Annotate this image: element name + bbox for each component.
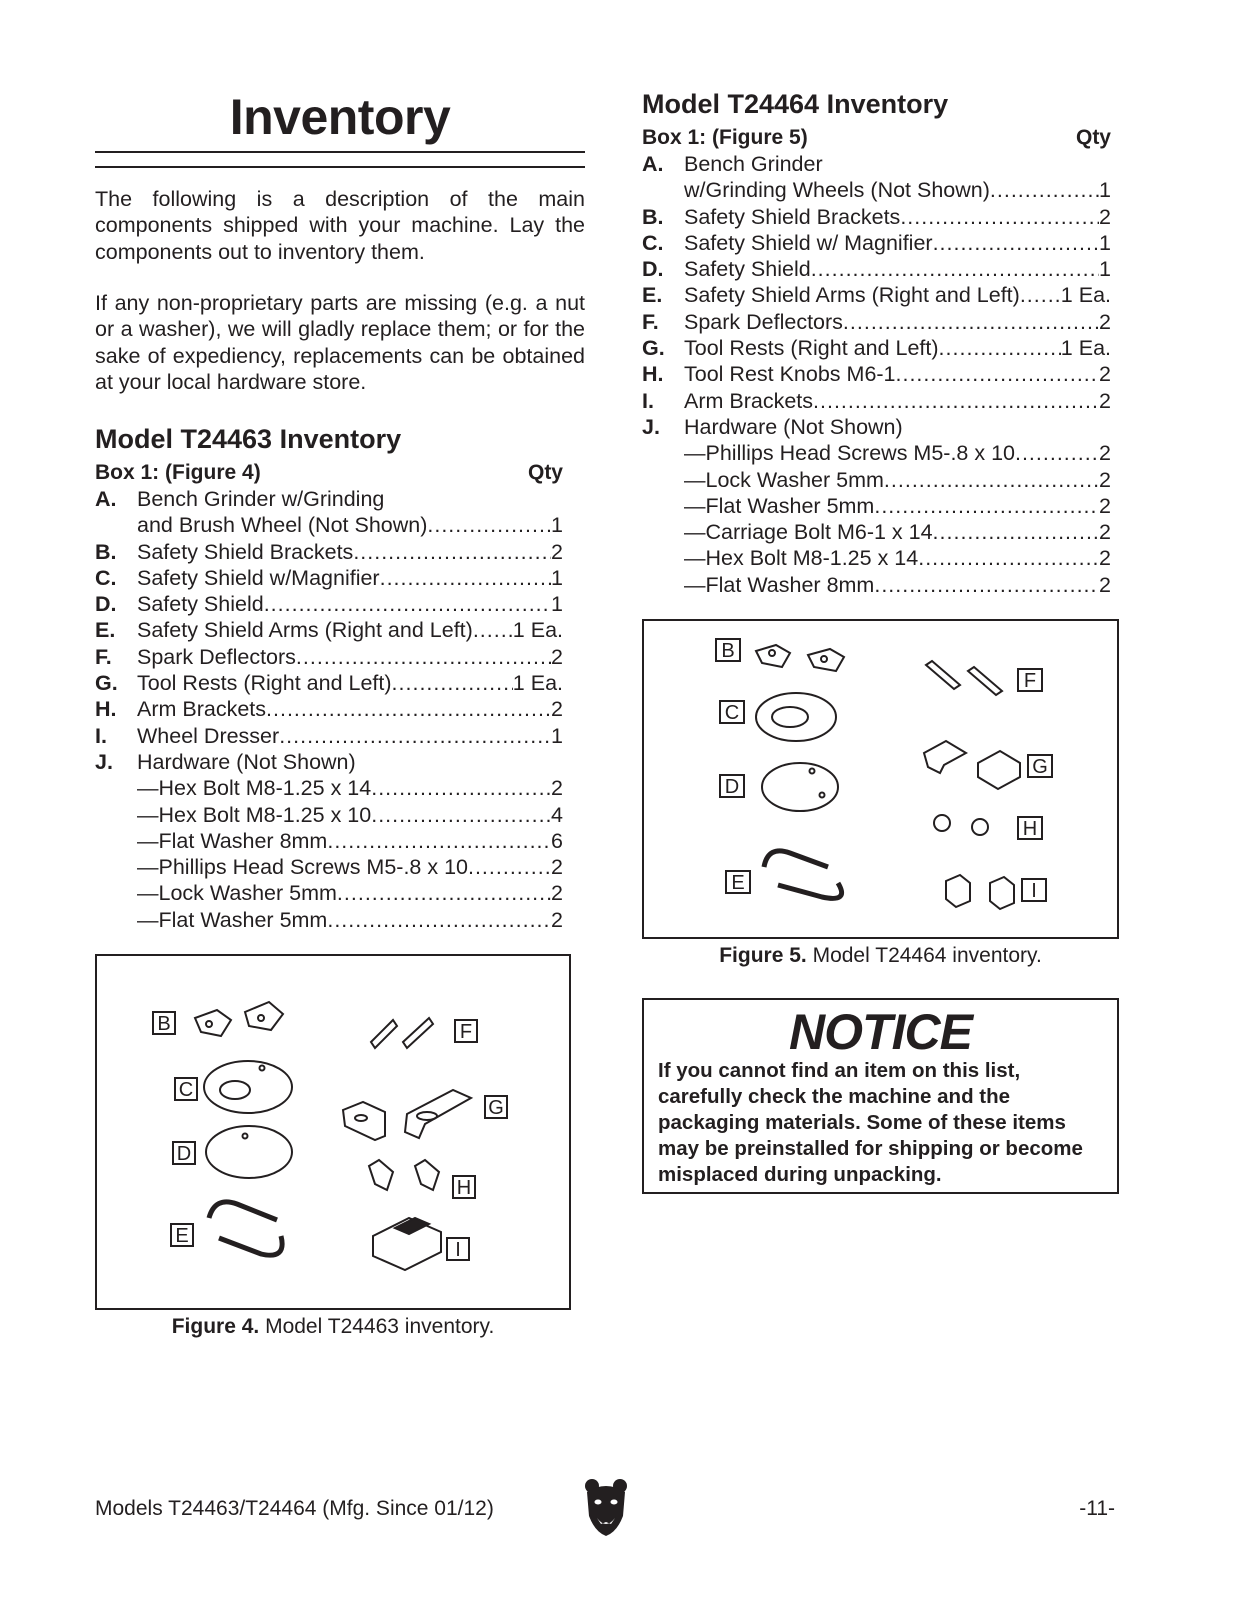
leader-dots [353, 539, 551, 565]
item-qty: 2 [551, 855, 563, 880]
item-qty: 2 [1099, 388, 1111, 413]
item-letter: D. [95, 592, 117, 617]
item-qty: 2 [551, 776, 563, 801]
item-qty: 2 [551, 644, 563, 669]
list-item [95, 617, 563, 643]
item-description: —Phillips Head Screws M5-.8 x 10 [684, 441, 1015, 466]
item-qty: 2 [1099, 546, 1111, 571]
fig4-arm-bracket-2-icon [415, 1160, 439, 1190]
figure-4-caption [95, 1315, 571, 1339]
leader-dots [900, 204, 1099, 230]
leader-dots [473, 617, 513, 643]
list-item [95, 723, 563, 749]
fig4-deflector-2-icon [403, 1018, 433, 1048]
leader-dots [843, 309, 1099, 335]
fig5-tool-rest-2-icon [978, 751, 1020, 789]
t24464-box-header [642, 126, 1111, 150]
item-description: —Hex Bolt M8-1.25 x 14 [137, 776, 372, 801]
item-qty: 1 [1099, 257, 1111, 282]
figure-5-box [642, 619, 1119, 939]
item-description: Arm Brackets [684, 388, 814, 413]
figure-5-caption-label: Figure 5. [719, 944, 807, 967]
fig5-label-d: D [724, 776, 740, 798]
fig5-deflector-1-icon [926, 661, 960, 689]
leader-dots [884, 467, 1099, 493]
fig5-label-f: F [1023, 670, 1037, 692]
item-description: Safety Shield Arms (Right and Left) [137, 618, 473, 643]
item-description: Safety Shield Arms (Right and Left) [684, 283, 1020, 308]
t24464-qty-label: Qty [1075, 126, 1111, 149]
t24463-qty-label: Qty [527, 461, 563, 484]
list-item [642, 282, 1111, 308]
item-qty: 2 [1099, 520, 1111, 545]
list-item [642, 545, 1111, 571]
item-letter: C. [95, 565, 117, 590]
item-qty: 1 [1099, 230, 1111, 255]
fig4-tool-rest-2-icon [405, 1090, 471, 1138]
fig5-knob-1-icon [934, 815, 950, 831]
fig4-arm-right-icon [219, 1236, 282, 1255]
page-title: Inventory [229, 89, 451, 145]
notice-text: If you cannot find an item on this list, carefully check the machine and the packaging materials. Some of these items may be preinstalled for shipping or become misplaced during unpacking. [658, 1059, 1083, 1186]
item-description: Bench Grinder [684, 152, 823, 176]
list-item [642, 572, 1111, 598]
figure-5-illustration [644, 621, 1121, 941]
fig5-label-h: H [1022, 818, 1038, 840]
fig5-magnifier-shield-icon [756, 693, 836, 741]
leader-dots [427, 512, 551, 538]
item-letter: I. [642, 388, 654, 413]
fig5-label-g: G [1032, 756, 1048, 778]
leader-dots [896, 361, 1100, 387]
item-letter: G. [642, 336, 665, 361]
list-item [95, 565, 563, 591]
leader-dots [933, 519, 1099, 545]
item-qty: 1 [551, 723, 563, 748]
item-description: —Lock Washer 5mm [684, 467, 884, 492]
item-description: —Hex Bolt M8-1.25 x 10 [137, 802, 372, 827]
fig4-label-b: B [157, 1013, 171, 1035]
item-qty: 1 [551, 513, 563, 538]
fig4-label-c: C [178, 1079, 194, 1101]
item-letter: J. [95, 749, 113, 774]
item-description: Hardware (Not Shown) [137, 749, 356, 774]
leader-dots [371, 802, 551, 828]
item-qty: 1 [1099, 178, 1111, 203]
item-letter: H. [95, 697, 117, 722]
item-description: Safety Shield Brackets [684, 204, 901, 229]
item-qty: 6 [551, 828, 563, 853]
leader-dots [279, 723, 551, 749]
fig5-label-c: C [724, 702, 740, 724]
item-description: and Brush Wheel (Not Shown) [137, 513, 428, 538]
item-description: —Flat Washer 5mm [684, 493, 875, 518]
item-description: Spark Deflectors [684, 309, 843, 334]
item-qty: 2 [551, 539, 563, 564]
leader-dots [990, 177, 1099, 203]
t24464-box-label: Box 1: (Figure 5) [642, 126, 808, 149]
item-qty: 1 [551, 592, 563, 617]
leader-dots [266, 696, 551, 722]
list-item [95, 854, 563, 880]
list-item [642, 177, 1111, 203]
leader-dots [939, 335, 1061, 361]
item-description: Tool Rests (Right and Left) [137, 671, 392, 696]
item-description: —Flat Washer 5mm [137, 907, 328, 932]
fig4-arm-bracket-1-icon [369, 1160, 393, 1190]
leader-dots [933, 230, 1099, 256]
item-description: Tool Rests (Right and Left) [684, 336, 939, 361]
item-letter: D. [642, 257, 664, 282]
fig5-arm-left-icon [764, 851, 828, 867]
t24464-inventory-list [642, 151, 1111, 598]
footer-model-text: Models T24463/T24464 (Mfg. Since 01/12) [95, 1497, 494, 1520]
notice-title: NOTICE [789, 1004, 972, 1060]
fig4-label-h: H [456, 1177, 472, 1199]
item-description: —Flat Washer 8mm [684, 572, 875, 597]
t24463-box-header [95, 461, 563, 485]
title-rule-bottom [95, 166, 585, 168]
item-qty: 2 [1099, 572, 1111, 597]
item-letter: G. [95, 671, 118, 696]
list-item [642, 414, 1111, 440]
list-item [642, 519, 1111, 545]
item-description: Wheel Dresser [137, 723, 280, 748]
fig4-label-i: I [455, 1239, 461, 1261]
item-description: Safety Shield w/ Magnifier [684, 230, 933, 255]
leader-dots [918, 545, 1099, 571]
leader-dots [296, 644, 551, 670]
item-letter: J. [642, 414, 660, 439]
bear-head-logo-icon [583, 1478, 629, 1543]
item-qty: 4 [551, 802, 563, 827]
fig4-label-d: D [176, 1143, 192, 1165]
title-rule-top [95, 151, 585, 153]
item-qty: 2 [1099, 362, 1111, 387]
fig5-arm-bracket-1-icon [946, 875, 970, 907]
item-description: —Flat Washer 8mm [137, 828, 328, 853]
item-qty: 2 [1099, 309, 1111, 334]
item-qty: 1 Ea. [512, 671, 563, 696]
list-item [642, 493, 1111, 519]
item-description: Tool Rest Knobs M6-1 [684, 362, 896, 387]
item-description: Hardware (Not Shown) [684, 414, 903, 439]
fig4-bracket-1-icon [195, 1010, 231, 1036]
t24463-heading: Model T24463 Inventory [95, 424, 402, 454]
leader-dots [1020, 282, 1061, 308]
missing-parts-paragraph: If any non-proprietary parts are missing (e.g. a nut or a washer), we will gladly replace them; or for the sake of expediency, replacements can be obtained at your local hardware store. [95, 291, 585, 394]
item-qty: 2 [1099, 467, 1111, 492]
item-description: Bench Grinder w/Grinding [137, 487, 385, 511]
leader-dots [1015, 440, 1099, 466]
figure-4-caption-label: Figure 4. [171, 1315, 260, 1338]
item-description: —Carriage Bolt M6-1 x 14 [684, 520, 933, 545]
item-description: —Hex Bolt M8-1.25 x 14 [684, 546, 919, 571]
item-qty: 1 [551, 565, 563, 590]
leader-dots [392, 670, 513, 696]
figure-4-box [95, 954, 571, 1310]
list-item [642, 309, 1111, 335]
list-item [642, 440, 1111, 466]
fig4-arm-left-icon [209, 1202, 277, 1220]
fig5-arm-right-icon [778, 883, 842, 898]
item-description: Safety Shield Brackets [137, 539, 354, 564]
item-letter: H. [642, 362, 664, 387]
item-letter: E. [642, 283, 663, 308]
list-item [642, 467, 1111, 493]
list-item [95, 749, 563, 775]
leader-dots [380, 565, 551, 591]
item-qty: 2 [551, 881, 563, 906]
list-item [95, 512, 563, 538]
item-letter: F. [642, 309, 659, 334]
leader-dots [813, 388, 1099, 414]
fig5-label-b: B [721, 640, 735, 662]
list-item [642, 335, 1111, 361]
fig5-tool-rest-1-icon [924, 741, 966, 773]
leader-dots [337, 880, 551, 906]
leader-dots [327, 828, 551, 854]
fig4-label-g: G [488, 1097, 504, 1119]
list-item [642, 151, 1111, 177]
item-letter: B. [95, 539, 117, 564]
list-item [642, 204, 1111, 230]
item-letter: E. [95, 618, 116, 643]
item-description: —Phillips Head Screws M5-.8 x 10 [137, 855, 468, 880]
fig5-deflector-2-icon [968, 667, 1002, 695]
fig4-shield-icon [206, 1126, 292, 1178]
fig4-deflector-1-icon [371, 1020, 397, 1048]
list-item [642, 361, 1111, 387]
leader-dots [874, 493, 1099, 519]
fig5-shield-icon [762, 763, 838, 811]
t24463-inventory-list [95, 486, 563, 933]
item-description: Arm Brackets [137, 697, 267, 722]
list-item [95, 775, 563, 801]
t24464-heading: Model T24464 Inventory [642, 89, 949, 119]
leader-dots [327, 907, 551, 933]
list-item [95, 539, 563, 565]
list-item [642, 230, 1111, 256]
item-qty: 2 [1099, 493, 1111, 518]
item-qty: 2 [1099, 204, 1111, 229]
t24463-box-label: Box 1: (Figure 4) [95, 461, 261, 484]
notice-box [642, 998, 1119, 1194]
item-qty: 2 [1099, 441, 1111, 466]
fig5-arm-bracket-2-icon [990, 877, 1014, 909]
list-item [95, 644, 563, 670]
leader-dots [264, 591, 551, 617]
leader-dots [468, 854, 551, 880]
intro-paragraph: The following is a description of the main components shipped with your machine. Lay the components out to inventory them. [95, 187, 585, 264]
fig5-label-i: I [1031, 880, 1037, 902]
list-item [95, 486, 563, 512]
leader-dots [811, 256, 1099, 282]
figure-4-illustration [97, 956, 573, 1312]
list-item [95, 802, 563, 828]
item-letter: C. [642, 230, 664, 255]
list-item [95, 670, 563, 696]
item-description: Spark Deflectors [137, 644, 296, 669]
list-item [95, 591, 563, 617]
item-qty: 1 Ea. [1060, 336, 1111, 361]
item-letter: F. [95, 644, 112, 669]
leader-dots [874, 572, 1099, 598]
item-qty: 1 Ea. [512, 618, 563, 643]
fig5-knob-2-icon [972, 819, 988, 835]
list-item [95, 696, 563, 722]
list-item [95, 880, 563, 906]
item-letter: A. [95, 487, 117, 511]
item-description: Safety Shield [137, 592, 264, 617]
fig5-label-e: E [731, 872, 745, 894]
item-qty: 1 Ea. [1060, 283, 1111, 308]
item-description: —Lock Washer 5mm [137, 881, 337, 906]
figure-5-caption-text: Model T24464 inventory. [806, 944, 1042, 967]
item-letter: I. [95, 723, 107, 748]
figure-5-caption [642, 944, 1119, 968]
figure-4-caption-text: Model T24463 inventory. [259, 1315, 495, 1338]
fig4-label-e: E [175, 1225, 189, 1247]
item-qty: 2 [551, 907, 563, 932]
item-description: Safety Shield [684, 257, 811, 282]
item-description: w/Grinding Wheels (Not Shown) [684, 178, 990, 203]
item-letter: A. [642, 152, 664, 176]
list-item [95, 907, 563, 933]
page-number: -11- [1079, 1497, 1115, 1520]
item-letter: B. [642, 204, 664, 229]
fig4-label-f: F [459, 1021, 473, 1043]
list-item [95, 828, 563, 854]
leader-dots [371, 775, 551, 801]
list-item [642, 256, 1111, 282]
list-item [642, 388, 1111, 414]
item-qty: 2 [551, 697, 563, 722]
item-description: Safety Shield w/Magnifier [137, 565, 380, 590]
